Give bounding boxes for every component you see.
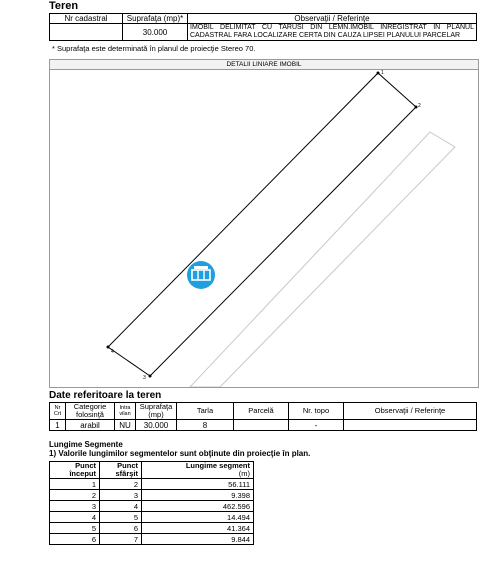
cell-categorie: arabil — [66, 420, 115, 431]
header-nr: Nr Crt — [50, 403, 66, 420]
cell-start: 4 — [50, 512, 100, 523]
watermark-logo — [187, 261, 215, 289]
table-row — [50, 512, 254, 523]
table-row — [50, 534, 254, 545]
cell-tarla: 8 — [177, 420, 234, 431]
cell-length: 9.398 — [142, 490, 254, 501]
surface-footnote: * Suprafaţa este determinată în planul de proiecţie Stereo 70. — [52, 44, 256, 53]
teren-table — [49, 13, 477, 41]
plan-svg — [50, 69, 478, 387]
cell-end: 2 — [100, 479, 142, 490]
cell-parcela — [234, 420, 289, 431]
point-label: 3 — [143, 375, 146, 381]
parcel-outline — [108, 73, 416, 376]
cell-start: 5 — [50, 523, 100, 534]
teren-heading: Teren — [49, 0, 79, 12]
header-intravilan: Intra vilan — [115, 403, 136, 420]
segmente-subheading: 1) Valorile lungimilor segmentelor sunt obţinute din proiecţie în plan. — [49, 449, 311, 458]
vertex-marker — [107, 346, 110, 349]
segmente-table — [49, 461, 254, 545]
cell-notes: IMOBIL DELIMITAT CU TARUSI DIN LEMN.IMOBIL INREGISTRAT IN PLANUL CADASTRAL FARA LOCALIZARE CERTA DIN CAUZA LIPSEI PLANULUI PARCELAR — [188, 24, 477, 41]
cell-end: 4 — [100, 501, 142, 512]
point-label: 2 — [418, 103, 421, 109]
neighbour-parcel — [190, 132, 455, 387]
plan-title: DETALII LINIARE IMOBIL — [50, 60, 478, 70]
date-teren-table — [49, 402, 477, 431]
cell-obs — [344, 420, 477, 431]
header-end: Punct sfârşit — [100, 462, 142, 479]
segmente-heading: Lungime Segmente — [49, 440, 123, 449]
header-length-unit: (m) — [238, 469, 250, 478]
cell-length: 56.111 — [142, 479, 254, 490]
cell-cadastral — [50, 24, 123, 41]
cell-intravilan: NU — [115, 420, 136, 431]
header-notes: Observaţii / Referinţe — [188, 14, 477, 24]
header-topo: Nr. topo — [289, 403, 344, 420]
header-cadastral: Nr cadastral — [50, 14, 123, 24]
header-start: Punct început — [50, 462, 100, 479]
header-obs: Observaţii / Referinţe — [344, 403, 477, 420]
header-parcela: Parcelă — [234, 403, 289, 420]
cell-start: 3 — [50, 501, 100, 512]
header-suprafata: Suprafaţa (mp) — [136, 403, 177, 420]
header-length — [142, 462, 254, 479]
table-row — [50, 523, 254, 534]
table-row — [50, 479, 254, 490]
table-row — [50, 490, 254, 501]
header-surface: Suprafaţa (mp)* — [123, 14, 188, 24]
date-teren-heading: Date referitoare la teren — [49, 390, 162, 401]
cell-start: 1 — [50, 479, 100, 490]
cell-topo: - — [289, 420, 344, 431]
cell-length: 41.364 — [142, 523, 254, 534]
cell-start: 6 — [50, 534, 100, 545]
point-label: 4 — [111, 349, 114, 355]
header-categorie: Categorie folosinţă — [66, 403, 115, 420]
cell-end: 3 — [100, 490, 142, 501]
header-length-label: Lungime segment — [185, 461, 250, 470]
cell-suprafata: 30.000 — [136, 420, 177, 431]
cell-length: 462.596 — [142, 501, 254, 512]
vertex-marker — [149, 375, 152, 378]
cell-end: 6 — [100, 523, 142, 534]
cell-length: 9.844 — [142, 534, 254, 545]
header-tarla: Tarla — [177, 403, 234, 420]
cell-length: 14.494 — [142, 512, 254, 523]
cell-end: 7 — [100, 534, 142, 545]
plan-drawing — [49, 59, 479, 388]
cell-nr: 1 — [50, 420, 66, 431]
point-label: 1 — [381, 70, 384, 76]
table-row — [50, 501, 254, 512]
cell-surface: 30.000 — [123, 24, 188, 41]
vertex-marker — [377, 72, 380, 75]
cell-end: 5 — [100, 512, 142, 523]
cell-start: 2 — [50, 490, 100, 501]
